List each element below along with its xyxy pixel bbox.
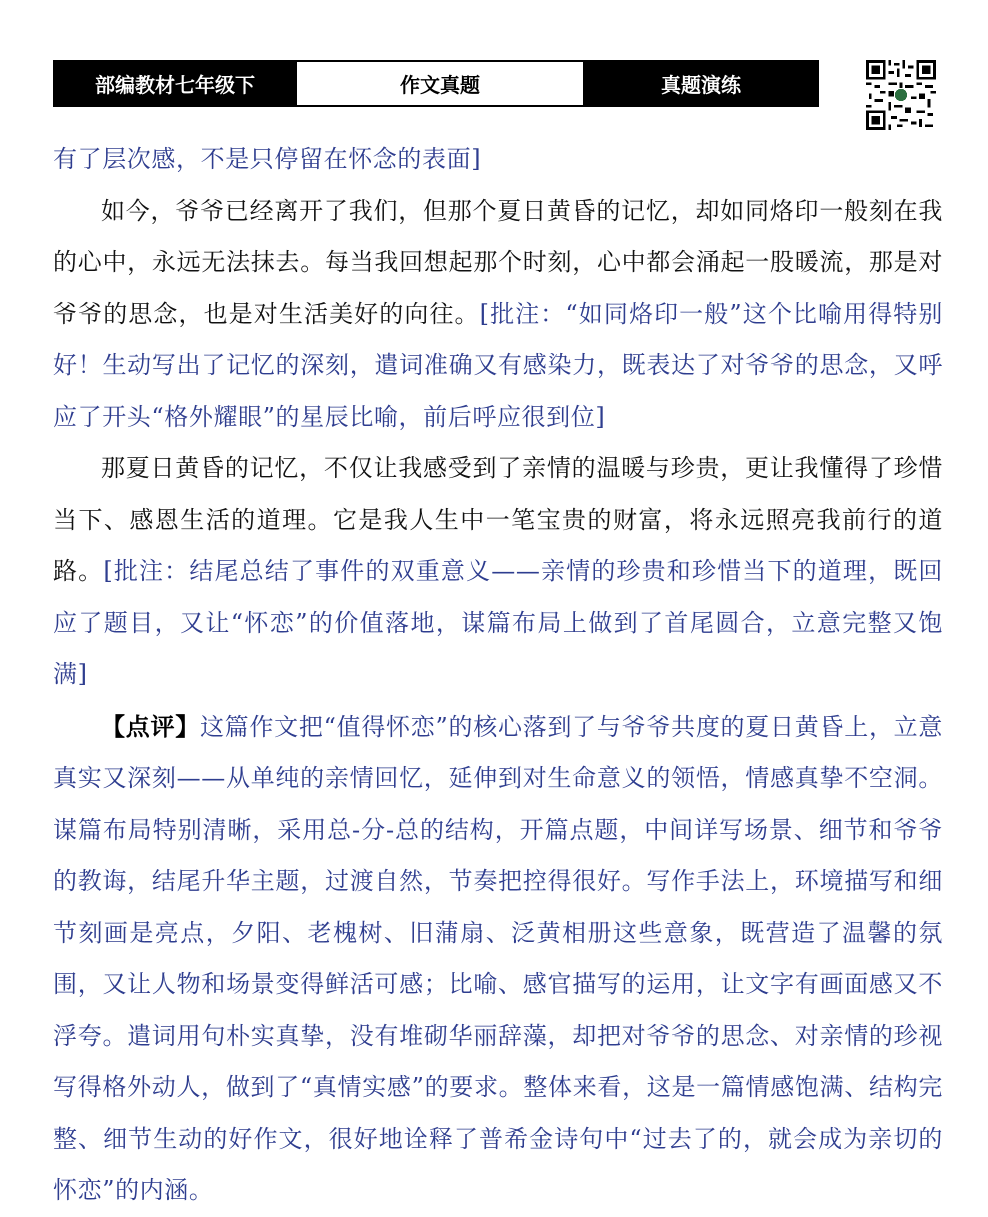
header-right-label: 真题演练: [585, 62, 817, 105]
review-text: 这篇作文把“值得怀恋”的核心落到了与爷爷共度的夏日黄昏上，立意真实又深刻——从单纯的亲情回忆，延伸到对生命意义的领悟，情感真挚不空洞。谋篇布局特别清晰，采用总-分-总的结构，开篇点题，中间详写场景、细节和爷爷的教诲，结尾升华主题，过渡自然，节奏把控得很好。写作手法上，环境描写和细节刻画是亮点，夕阳、老槐树、旧蒲扇、泛黄相册这些意象，既营造了温馨的氛围，又让人物和场景变得鲜活可感；比喻、感官描写的运用，让文字有画面感又不浮夸。遣词用句朴实真挚，没有堆砌华丽辞藻，却把对爷爷的思念、对亲情的珍视写得格外动人，做到了“真情实感”的要求。整体来看，这是一篇情感饱满、结构完整、细节生动的好作文，很好地诠释了普希金诗句中“过去了的，就会成为亲切的怀恋”的内涵。: [53, 712, 944, 1204]
header-bar: [53, 60, 819, 107]
qr-code-icon: [866, 60, 936, 130]
paragraph-text: 如今，爷爷已经离开了我们，但那个夏日黄昏的记忆，却如同烙印一般刻在我的心中，永远无法抹去。每当我回想起那个时刻，心中都会涌起一股暖流，那是对爷爷的思念，也是对生活美好的向往。: [53, 196, 943, 328]
annotation: [批注：结尾总结了事件的双重意义——亲情的珍贵和珍惜当下的道理，既回应了题目，又让“怀恋”的价值落地，谋篇布局上做到了首尾圆合，立意完整又饱满]: [53, 557, 944, 688]
annotation: 有了层次感，不是只停留在怀念的表面]: [53, 145, 482, 173]
review-label: 【点评】: [101, 711, 200, 741]
header-center-label: 作文真题: [295, 62, 585, 105]
header-left-label: 部编教材七年级下: [55, 62, 295, 105]
essay-body: [53, 134, 943, 1217]
annotation: [批注：“如同烙印一般”这个比喻用得特别好！生动写出了记忆的深刻，遣词准确又有感染力，既表达了对爷爷的思念，又呼应了开头“格外耀眼”的星辰比喻，前后呼应很到位]: [53, 299, 943, 431]
review-paragraph: [53, 701, 943, 1217]
essay-paragraph: [53, 186, 943, 444]
essay-paragraph: [53, 443, 943, 701]
essay-paragraph: [53, 134, 943, 186]
paragraph-text: 那夏日黄昏的记忆，不仅让我感受到了亲情的温暖与珍贵，更让我懂得了珍惜当下、感恩生活的道理。它是我人生中一笔宝贵的财富，将永远照亮我前行的道路。: [53, 454, 943, 585]
